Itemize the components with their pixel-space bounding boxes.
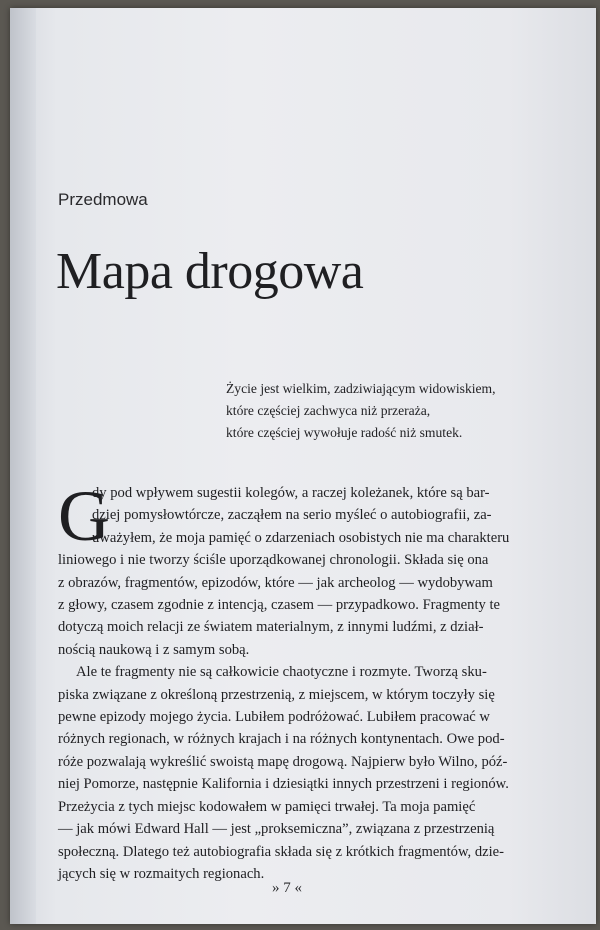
text-line: pewne epizody mojego życia. Lubiłem podróżować. Lubiłem pracować w — [58, 709, 490, 726]
page-number: » 7 « — [272, 880, 302, 896]
text-line: z głowy, czasem zgodnie z intencją, czasem — przypadkowo. Fragmenty te — [58, 597, 500, 614]
text-line: — jak mówi Edward Hall — jest „proksemiczna”, związana z przestrzenią — [58, 821, 495, 838]
epigraph — [226, 378, 496, 444]
body-text — [58, 476, 524, 885]
text-line: społeczną. Dlatego też autobiografia składa się z krótkich fragmentów, dzie- — [58, 843, 505, 860]
text-line: niej Pomorze, następnie Kalifornia i dziesiątki innych przestrzeni i regionów. — [58, 776, 509, 793]
text-line: dy pod wpływem sugestii kolegów, a raczej koleżanek, które są bar- — [92, 485, 490, 501]
text-line: Ale te fragmenty nie są całkowicie chaotyczne i rozmyte. Tworzą sku- — [76, 664, 487, 681]
epigraph-line: Życie jest wielkim, zadziwiającym widowiskiem, — [226, 381, 496, 396]
text-line: dziej pomysłowtórcze, zacząłem na serio myśleć o autobiografii, za- — [92, 507, 492, 524]
text-line: liniowego i nie tworzy ściśle uporządkowanej chronologii. Składa się ona — [58, 552, 489, 569]
drop-cap: G — [58, 476, 110, 556]
text-line: jących się w rozmaitych regionach. — [58, 865, 265, 882]
text-line: Przeżycia z tych miejsc kodowałem w pamięci trwałej. Ta moja pamięć — [58, 798, 476, 815]
text-line: różnych regionach, w różnych krajach i na różnych kontynentach. Owe pod- — [58, 731, 505, 748]
epigraph-line: które częściej zachwyca niż przeraża, — [226, 403, 431, 418]
text-line: dotyczą moich relacji ze światem materialnym, z innymi ludźmi, z dział- — [58, 619, 484, 636]
text-line: nością naukową i z samym sobą. — [58, 641, 250, 658]
chapter-title: Mapa drogowa — [56, 243, 364, 300]
text-line: piska związane z określoną przestrzenią, z miejscem, w którym toczyły się — [58, 686, 495, 703]
text-line: uważyłem, że moja pamięć o zdarzeniach osobistych nie ma charakteru — [92, 529, 510, 546]
epigraph-line: które częściej wywołuje radość niż smutek. — [226, 425, 463, 440]
text-line: róże pozwalają wykreślić swoistą mapę drogową. Najpierw było Wilno, póź- — [58, 753, 508, 770]
page-gutter — [10, 8, 36, 924]
book-page — [10, 8, 596, 924]
section-label: Przedmowa — [58, 190, 148, 209]
text-line: z obrazów, fragmentów, epizodów, które — jak archeolog — wydobywam — [58, 574, 493, 591]
